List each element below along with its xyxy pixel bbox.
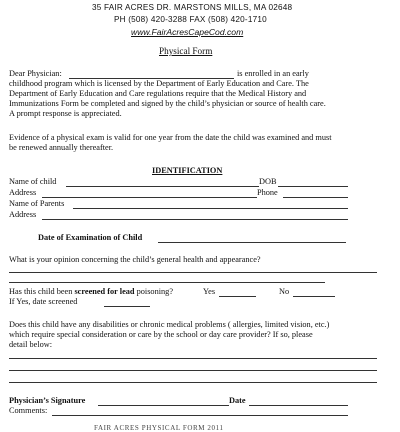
- dob-label: DOB: [259, 177, 277, 186]
- disabilities-answer-line-1[interactable]: [9, 358, 377, 359]
- exam-date-field[interactable]: [158, 242, 346, 243]
- signature-date-label: Date: [229, 396, 246, 405]
- exam-date-label: Date of Examination of Child: [38, 233, 143, 242]
- intro-line4: Immunizations Form be completed and signed by the child’s physician or source of health care.: [9, 99, 326, 108]
- lead-date-label: If Yes, date screened: [9, 297, 78, 306]
- name-of-child-label: Name of child: [9, 177, 57, 186]
- signature-date-field[interactable]: [249, 405, 348, 406]
- health-answer-line-1[interactable]: [9, 272, 377, 273]
- lead-question-suffix: poisoning?: [134, 287, 174, 296]
- name-of-parents-label: Name of Parents: [9, 199, 65, 208]
- disabilities-line2: which require special consideration or care by the school or day care provider? If so, please: [9, 330, 313, 339]
- phone-label: Phone: [257, 188, 278, 197]
- intro-line3: Department of Early Education and Care regulations require that the Medical History and: [9, 89, 307, 98]
- health-question: What is your opinion concerning the child’s general health and appearance?: [9, 255, 261, 264]
- lead-no-label: No: [279, 287, 290, 296]
- health-answer-line-2[interactable]: [9, 282, 325, 283]
- footer-text: FAIR ACRES PHYSICAL FORM 2011: [94, 424, 224, 432]
- intro-line1-tail: is enrolled in an early: [237, 69, 309, 78]
- phone-field[interactable]: [283, 197, 348, 198]
- address-field[interactable]: [42, 197, 257, 198]
- lead-yes-field[interactable]: [219, 296, 256, 297]
- lead-question-bold: screened for lead: [74, 287, 135, 296]
- parent-address-label: Address: [9, 210, 37, 219]
- disabilities-answer-line-2[interactable]: [9, 370, 377, 371]
- letterhead-address: 35 FAIR ACRES DR. MARSTONS MILLS, MA 02648: [92, 3, 293, 12]
- disabilities-line1: Does this child have any disabilities or chronic medical problems ( allergies, limited vision, etc.): [9, 320, 330, 329]
- name-of-child-field[interactable]: [66, 186, 259, 187]
- website-link[interactable]: www.FairAcresCapeCod.com: [131, 27, 244, 37]
- parent-address-field[interactable]: [42, 219, 348, 220]
- intro-line5: A prompt response is appreciated.: [9, 109, 122, 118]
- letterhead-phone-fax: PH (508) 420-3288 FAX (508) 420-1710: [114, 15, 267, 24]
- dob-field[interactable]: [278, 186, 348, 187]
- name-of-parents-field[interactable]: [73, 208, 348, 209]
- salutation: Dear Physician:: [9, 69, 62, 78]
- comments-label: Comments:: [9, 406, 48, 415]
- validity-line1: Evidence of a physical exam is valid for one year from the date the child was examined and must: [9, 133, 332, 142]
- signature-field[interactable]: [98, 405, 229, 406]
- disabilities-line3: detail below:: [9, 340, 53, 349]
- identification-heading: IDENTIFICATION: [152, 166, 223, 175]
- lead-question-prefix: Has this child been: [9, 287, 75, 296]
- lead-no-field[interactable]: [293, 296, 335, 297]
- signature-label: Physician’s Signature: [9, 396, 86, 405]
- disabilities-answer-line-3[interactable]: [9, 382, 377, 383]
- lead-question: [9, 287, 173, 297]
- lead-yes-label: Yes: [203, 287, 216, 296]
- comments-field[interactable]: [52, 415, 348, 416]
- address-label: Address: [9, 188, 37, 197]
- form-title: Physical Form: [159, 46, 213, 56]
- intro-line2: childhood program which is licensed by the Department of Early Education and Care. The: [9, 79, 309, 88]
- validity-line2: be renewed annually thereafter.: [9, 143, 114, 152]
- lead-date-field[interactable]: [104, 306, 150, 307]
